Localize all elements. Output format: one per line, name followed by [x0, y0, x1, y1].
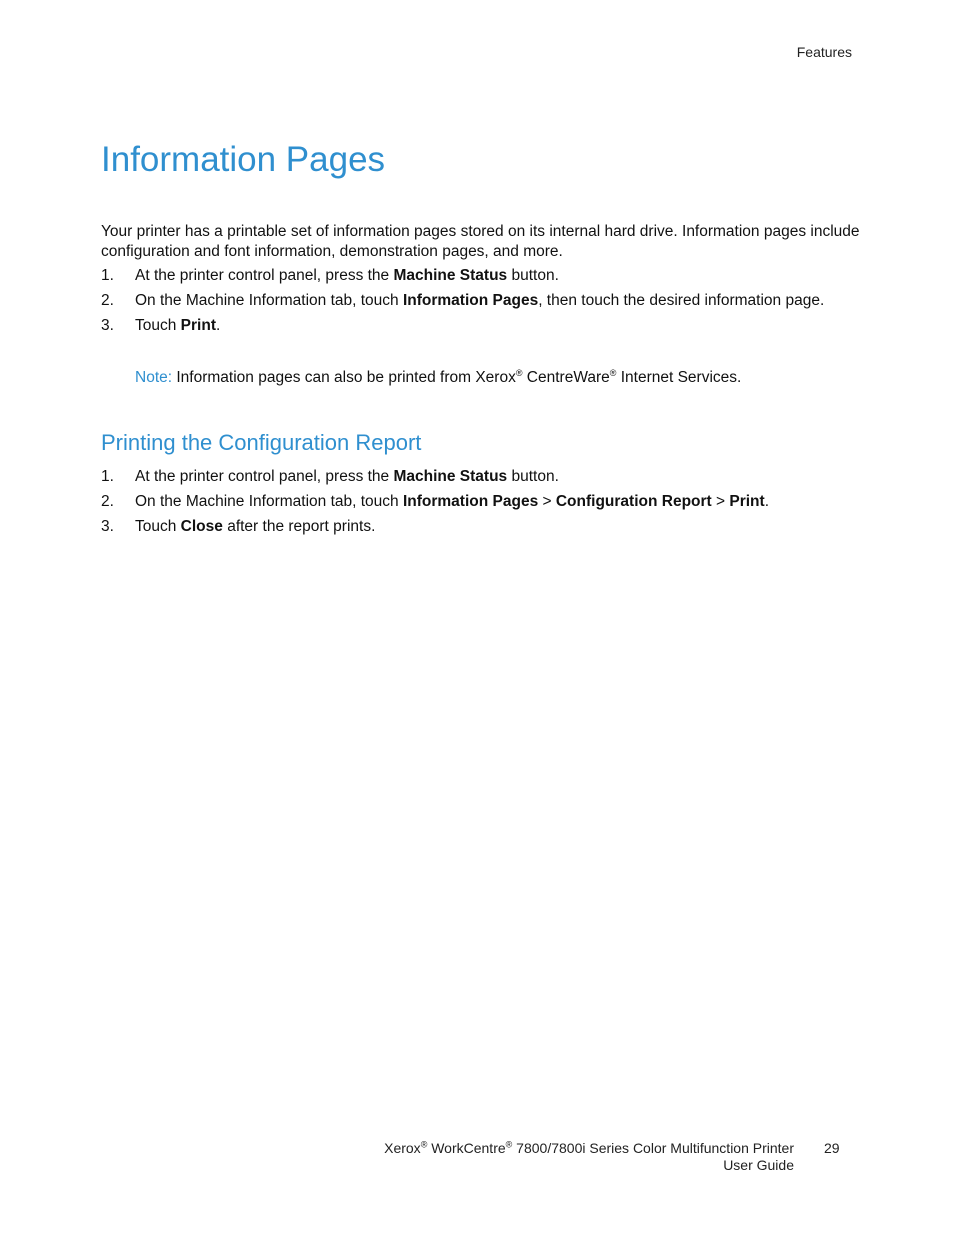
- step-text: At the printer control panel, press the: [135, 267, 394, 284]
- page-number: 29: [824, 1140, 840, 1156]
- footer: [384, 1140, 794, 1174]
- step-bold-term: Information Pages: [402, 493, 539, 510]
- note-text: CentreWare: [522, 369, 610, 386]
- step-number: 2.: [101, 493, 114, 510]
- note-label: Note:: [135, 369, 173, 386]
- steps-list-configuration-report: [101, 467, 841, 542]
- list-item: [101, 266, 841, 286]
- step-number: 3.: [101, 317, 114, 334]
- step-bold-term: Machine Status: [393, 267, 508, 284]
- step-bold-term: Print: [729, 493, 765, 510]
- intro-paragraph: Your printer has a printable set of information pages stored on its internal hard drive. Information pages include configuration and font information, demonstration pages, and more.: [101, 223, 860, 260]
- step-text: button.: [507, 468, 559, 485]
- note-text: Internet Services.: [616, 369, 742, 386]
- footer-guide: User Guide: [723, 1157, 794, 1173]
- list-item: [101, 291, 841, 311]
- step-bold-term: Print: [180, 317, 216, 334]
- step-number: 2.: [101, 292, 114, 309]
- footer-model: 7800/7800i Series Color Multifunction Printer: [512, 1140, 794, 1156]
- step-text: button.: [507, 267, 559, 284]
- registered-mark: ®: [420, 1139, 428, 1150]
- steps-list-information-pages: [101, 266, 841, 341]
- step-number: 1.: [101, 267, 114, 284]
- step-text: .: [764, 493, 769, 510]
- step-text: Touch: [135, 518, 181, 535]
- registered-mark: ®: [515, 367, 523, 378]
- step-text: .: [215, 317, 221, 334]
- step-bold-term: Machine Status: [393, 468, 508, 485]
- step-bold-term: Information Pages: [402, 292, 539, 309]
- step-text: , then touch the desired information page.: [538, 292, 825, 309]
- footer-brand: Xerox: [384, 1140, 421, 1156]
- note: [135, 368, 741, 388]
- note-text: Information pages can also be printed from Xerox: [172, 369, 516, 386]
- footer-product-line: [384, 1140, 794, 1157]
- step-separator: >: [711, 493, 730, 510]
- step-text: At the printer control panel, press the: [135, 468, 394, 485]
- list-item: [101, 492, 841, 512]
- list-item: [101, 517, 841, 537]
- step-number: 1.: [101, 468, 114, 485]
- step-text: On the Machine Information tab, touch: [135, 493, 403, 510]
- section-heading: Printing the Configuration Report: [101, 430, 422, 455]
- running-header: Features: [796, 44, 852, 60]
- step-text: after the report prints.: [222, 518, 376, 535]
- step-separator: >: [538, 493, 556, 510]
- step-text: On the Machine Information tab, touch: [135, 292, 403, 309]
- footer-product: WorkCentre: [427, 1140, 506, 1156]
- step-number: 3.: [101, 518, 114, 535]
- step-text: Touch: [135, 317, 181, 334]
- registered-mark: ®: [609, 367, 617, 378]
- step-bold-term: Close: [180, 518, 223, 535]
- registered-mark: ®: [505, 1139, 513, 1150]
- list-item: [101, 467, 841, 487]
- page-title: Information Pages: [101, 140, 386, 179]
- step-bold-term: Configuration Report: [555, 493, 712, 510]
- list-item: [101, 316, 841, 336]
